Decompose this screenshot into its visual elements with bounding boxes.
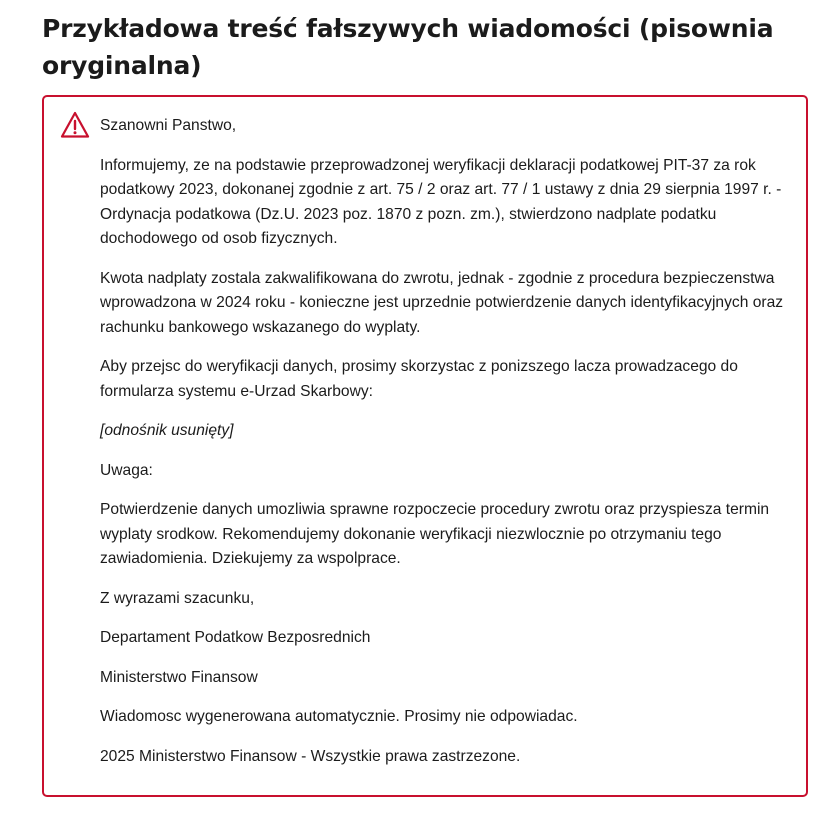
message-signature: Ministerstwo Finansow xyxy=(100,668,258,686)
warning-alert-box xyxy=(42,95,808,797)
message-footer: 2025 Ministerstwo Finansow - Wszystkie prawa zastrzezone. xyxy=(100,747,521,765)
removed-link-note: [odnośnik usunięty] xyxy=(100,422,234,439)
message-content xyxy=(100,114,800,784)
message-signature: Departament Podatkow Bezposrednich xyxy=(100,629,371,646)
message-closing: Z wyrazami szacunku, xyxy=(100,589,255,607)
message-paragraph: Informujemy, ze na podstawie przeprowadzonej weryfikacji deklaracji podatkowej PIT-37 za rok podatkowy 2023, dokonanej zgodnie z art. 75 / 2 oraz art. 77 / 1 ustawy z dnia 29 sierpnia 1997 r. - Ordynacja podatkowa (Dz.U. 2023 poz. 1870 z pozn. zm.), stwierdzono nadplate podatku dochodowego od osob fizycznych. xyxy=(100,156,782,247)
message-footer: Wiadomosc wygenerowana automatycznie. Prosimy nie odpowiadac. xyxy=(100,708,578,725)
warning-triangle-icon xyxy=(60,111,90,139)
message-paragraph: Uwaga: xyxy=(100,461,153,479)
message-paragraph: Potwierdzenie danych umozliwia sprawne rozpoczecie procedury zwrotu oraz przyspiesza termin wyplaty srodkow. Rekomendujemy dokonanie weryfikacji niezwlocznie po otrzymaniu tego zawiadomienia. Dziekujemy za wspolprace. xyxy=(100,501,770,567)
message-greeting: Szanowni Panstwo, xyxy=(100,117,237,134)
page-title: Przykładowa treść fałszywych wiadomości (pisownia oryginalna) xyxy=(42,14,774,80)
message-paragraph: Aby przejsc do weryfikacji danych, prosimy skorzystac z ponizszego lacza prowadzacego do formularza systemu e-Urzad Skarbowy: xyxy=(100,358,738,400)
message-paragraph: Kwota nadplaty zostala zakwalifikowana do zwrotu, jednak - zgodnie z procedura bezpieczenstwa wprowadzona w 2024 roku - konieczne jest uprzednie potwierdzenie danych identyfikacyjnych oraz rachunku bankowego wskazanego do wyplaty. xyxy=(100,269,784,336)
